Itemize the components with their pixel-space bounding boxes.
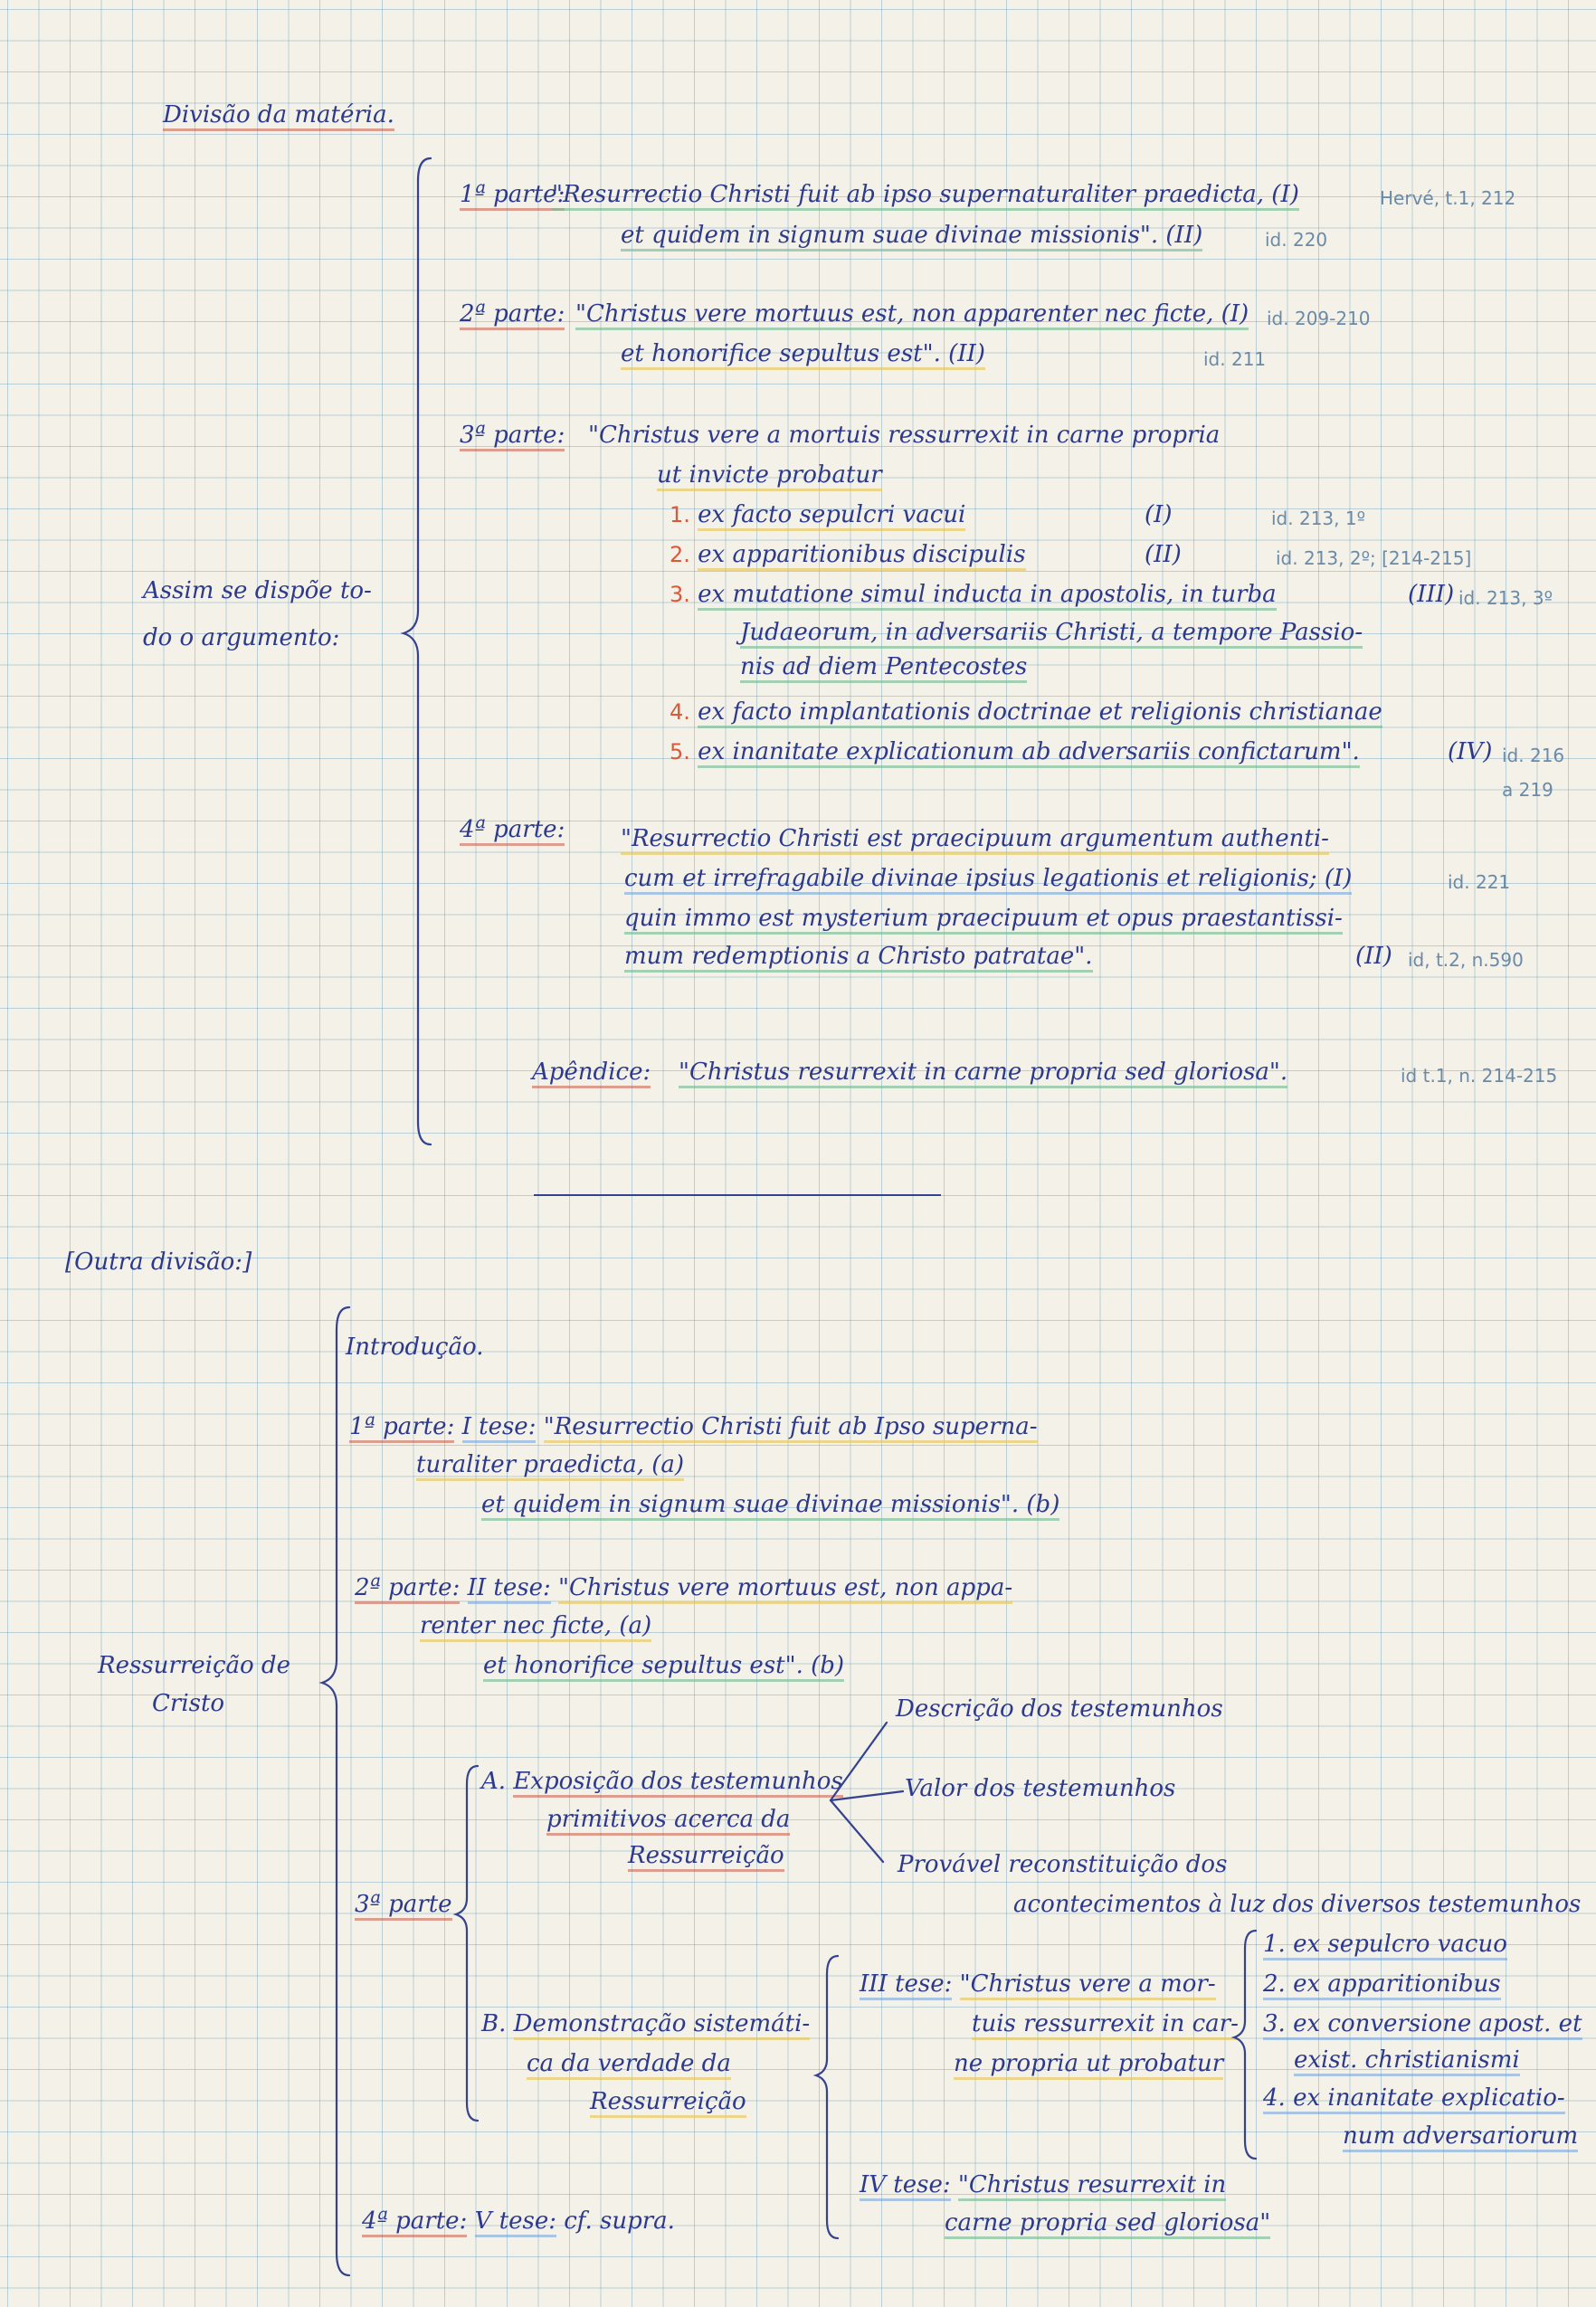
part3-item-ref: id. 216 [1502,745,1565,766]
part1-label: 1ª parte: [460,181,565,211]
part2-label: 2ª parte: [460,300,565,330]
part3-item-ref: id. 213, 1º [1271,508,1366,529]
iii-tese [860,1970,1216,1998]
part3-a-sub-description: Descrição dos testemunhos [896,1695,1223,1723]
outline-part2-tese: II tese: [468,1574,551,1604]
part3-item-ref: id. 213, 3º [1458,587,1553,609]
part3-a-sub-reconstruction: Provável reconstituição dos [898,1851,1228,1878]
part3-item-mark: (IV) [1448,738,1493,765]
section-2-heading: [Outra divisão:] [65,1248,252,1276]
section-divider [534,1194,941,1196]
part3-item [670,501,965,528]
part2-ref1: id. 209-210 [1267,308,1371,329]
outline-part1 [349,1413,1038,1440]
part3-item-mark: (II) [1145,541,1182,568]
iii-tese-line1: "Christus vere a mor- [960,1970,1216,2000]
part3-item-continued: nis ad diem Pentecostes [740,653,1027,683]
appendix-label: Apêndice: [532,1059,651,1088]
iii-tese-item: 2. ex apparitionibus [1263,1970,1501,2000]
outline-part2 [355,1574,1012,1601]
part4-ref4: id, t.2, n.590 [1408,949,1524,971]
outline-part2-label: 2ª parte: [355,1574,460,1604]
iv-tese-line2: carne propria sed gloriosa" [945,2209,1270,2239]
part3-a-line1: Exposição dos testemunhos [513,1768,842,1798]
outline-part2-line1: "Christus vere mortuus est, non appa- [558,1574,1012,1604]
part3-b [481,2010,810,2037]
part3-b-line2: ca da verdade da [527,2050,731,2080]
part4-mark4: (II) [1355,943,1392,970]
part3-b-brace [814,1952,841,2242]
iii-tese-line3: ne propria ut probatur [954,2050,1223,2080]
part1-line2: et quidem in signum suae divinae missionis". (II) [621,222,1202,252]
outline-part4-tese: V tese: [475,2207,556,2237]
part2-line1: "Christus vere mortuus est, non apparenter nec ficte, (I) [575,300,1249,330]
part3-ref-extra: a 219 [1502,779,1553,801]
part3-b-line1: Demonstração sistemáti- [514,2010,811,2040]
iii-tese-line2: tuis ressurrexit in car- [972,2010,1239,2040]
part4-line4: mum redemptionis a Christo patratae". [624,943,1093,973]
part3-line1: "Christus vere a mortuis ressurrexit in carne propria [588,422,1221,449]
part3-b-label: B. [481,2010,507,2037]
iv-tese [860,2171,1226,2198]
part3-b-line3: Ressurreição [590,2088,746,2118]
part1-ref2: id. 220 [1265,229,1328,251]
part4-ref2: id. 221 [1448,871,1511,893]
section-2-left-label-line2: Cristo [152,1690,225,1717]
part3-item-mark: (I) [1145,501,1173,528]
part1-line1: "Resurrectio Christi fuit ab ipso supernaturaliter praedicta, (I) [552,181,1299,211]
part3-a-line2: primitivos acerca da [546,1806,790,1836]
part3-item-mark: (III) [1408,581,1455,608]
part4-label: 4ª parte: [460,816,565,846]
outline-part1-line3: et quidem in signum suae divinae missionis". (b) [481,1491,1059,1521]
part3-item-text: ex inanitate explicationum ab adversariis confictarum". [698,738,1360,768]
part3-a [481,1768,843,1795]
outline-part4-text: cf. supra. [564,2207,675,2235]
part3-item-num: 4. [670,699,690,725]
section-2-left-label-line1: Ressurreição de [98,1652,290,1679]
part3-item [670,698,1382,726]
part3-item-num: 3. [670,582,690,607]
part4-line3: quin immo est mysterium praecipuum et opus praestantissi- [624,905,1343,935]
outline-part1-label: 1ª parte: [349,1413,454,1443]
iii-tese-item: 3. ex conversione apost. et [1263,2010,1582,2040]
part3-item [670,738,1360,765]
part3-item-text: ex facto sepulcri vacui [698,501,965,531]
outline-part3-label: 3ª parte [355,1891,452,1921]
outline-part4-label: 4ª parte: [362,2207,467,2237]
part3-a-sub-value: Valor dos testemunhos [905,1775,1176,1802]
iii-tese-label: III tese: [860,1970,952,2000]
part4-line1: "Resurrectio Christi est praecipuum argumentum authenti- [621,825,1329,855]
part3-item-continued: Judaeorum, in adversariis Christi, a tempore Passio- [740,619,1363,649]
part1-ref1: Hervé, t.1, 212 [1380,187,1516,209]
part2-line2: et honorifice sepultus est". (II) [621,340,985,370]
part3-item-text: ex apparitionibus discipulis [698,541,1025,571]
introduction: Introdução. [346,1334,484,1361]
part3-line2: ut invicte probatur [657,461,882,491]
part3-item-text: ex facto implantationis doctrinae et religionis christianae [698,698,1382,728]
part2-ref2: id. 211 [1203,348,1267,370]
part3-a-sub-reconstruction-cont: acontecimentos à luz dos diversos testemunhos [1013,1891,1582,1918]
section-1-left-label-line1: Assim se dispõe to- [143,577,372,604]
part3-subbrace [454,1762,481,2124]
iii-tese-item: 1. ex sepulcro vacuo [1263,1931,1507,1960]
section-2-brace [318,1303,355,2280]
part3-item-num: 1. [670,502,690,527]
part3-a-line3: Ressurreição [628,1842,784,1872]
outline-part1-line2: turaliter praedicta, (a) [416,1451,684,1481]
outline-part2-line3: et honorifice sepultus est". (b) [483,1652,844,1682]
outline-part4 [362,2207,675,2235]
part3-item-num: 2. [670,542,690,567]
part3-label: 3ª parte: [460,422,565,451]
appendix-text: "Christus resurrexit in carne propria sed gloriosa". [679,1059,1287,1088]
outline-part2-line2: renter nec ficte, (a) [420,1612,651,1642]
part3-item-ref: id. 213, 2º; [214-215] [1276,547,1472,569]
part3-item [670,581,1277,608]
part3-a-label: A. [481,1768,507,1795]
part4-line2: cum et irrefragabile divinae ipsius legationis et religionis; (I) [624,865,1352,895]
outline-part1-line1: "Resurrectio Christi fuit ab Ipso superna- [544,1413,1038,1443]
appendix-ref: id t.1, n. 214-215 [1401,1065,1558,1087]
outline-part1-tese: I tese: [462,1413,537,1443]
part3-item-text: ex mutatione simul inducta in apostolis, in turba [698,581,1277,611]
iii-tese-item: 4. ex inanitate explicatio- [1263,2084,1565,2114]
section-1-heading: Divisão da matéria. [163,101,394,131]
iii-tese-item-cont: num adversariorum [1343,2122,1578,2152]
iii-tese-item-cont: exist. christianismi [1294,2046,1520,2076]
section-1-left-label-line2: do o argumento: [143,624,340,651]
part3-item [670,541,1026,568]
iii-tese-items-brace [1232,1927,1259,2162]
iv-tese-label: IV tese: [860,2171,951,2201]
iv-tese-line1: "Christus resurrexit in [958,2171,1226,2201]
section-1-brace [398,154,434,1149]
part3-item-num: 5. [670,739,690,764]
